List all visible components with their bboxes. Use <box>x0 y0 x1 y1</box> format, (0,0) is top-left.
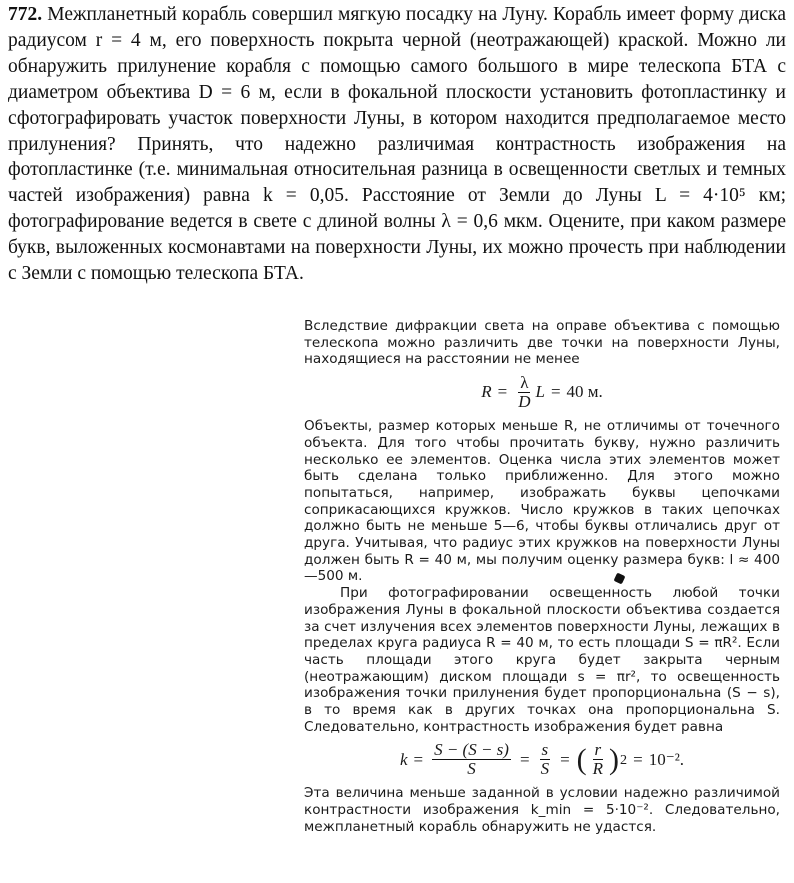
problem-number: 772. <box>8 4 43 25</box>
formula-equals: = <box>560 749 570 769</box>
formula-equals: = <box>413 749 424 769</box>
fraction-numerator: s <box>541 740 549 760</box>
formula-result: 10⁻². <box>648 749 685 769</box>
fraction-area-ratio <box>539 741 552 778</box>
fraction-denominator: S <box>467 759 476 779</box>
solution-paragraph-1: Вследствие дифракции света на оправе объектива с помощью телескопа можно различить две точки на поверхности Луны, находящиеся на расстоянии не менее <box>304 318 780 368</box>
fraction-denominator: D <box>518 392 531 412</box>
formula-distance: L <box>535 382 545 402</box>
formula-equals: = <box>550 382 561 402</box>
fraction-denominator: R <box>592 759 604 779</box>
formula-resolution <box>304 374 780 411</box>
formula-lhs: k <box>399 749 408 769</box>
fraction-lambda-over-d <box>516 374 532 411</box>
left-paren: ( <box>576 742 587 776</box>
solution-paragraph-4: Эта величина меньше заданной в условии надежно различимой контрастности изображения k_min = 5·10⁻². Следовательно, межпланетный корабль обнаружить не удастся. <box>304 785 780 835</box>
formula-result: 40 м. <box>566 382 603 402</box>
problem-statement <box>8 2 786 287</box>
fraction-numerator: r <box>594 740 602 760</box>
problem-text: Межпланетный корабль совершил мягкую посадку на Луну. Корабль имеет форму диска радиусом r = 4 м, его поверхность покрыта черной (неотражающей) краской. Можно ли обнаружить прилунение корабля с помощью самого большого в мире телескопа БТА с диаметром объектива D = 6 м, если в фокальной плоскости установить фотопластинку и сфотографировать участок поверхности Луны, в котором находится предполагаемое место прилунения? Принять, что надежно различимая контрастность изображения на фотопластинке (т.е. минимальная относительная разница в освещенности светлых и темных частей изображения) равна k = 0,05. Расстояние от Земли до Луны L = 4·10⁵ км; фотографирование ведется в свете с длиной волны λ = 0,6 мкм. Оцените, при каком размере букв, выложенных космонавтами на поверхности Луны, их можно прочесть при наблюдении с Земли с помощью телескопа БТА. <box>8 4 787 285</box>
formula-contrast <box>304 741 780 778</box>
problem-paragraph <box>8 2 786 287</box>
solution-paragraph-2: Объекты, размер которых меньше R, не отличимы от точечного объекта. Для того чтобы прочитать букву, нужно различить несколько ее элементов. Оценка числа этих элементов может быть сделана только приближенно. Для этого можно попытаться, например, изображать буквы цепочками соприкасающихся кружков. Число кружков в таких цепочках должно быть не меньше 5—6, чтобы буквы отличались друг от друга. Учитывая, что радиус этих кружков на поверхности Луны должен быть R = 40 м, мы получим оценку размера букв: l ≈ 400—500 м. <box>304 418 780 585</box>
formula-equals: = <box>633 749 643 769</box>
fraction-contrast <box>432 741 511 778</box>
solution <box>304 318 780 836</box>
formula-equals: = <box>497 382 508 402</box>
formula-equals: = <box>519 749 530 769</box>
fraction-numerator: λ <box>520 373 529 393</box>
formula-lhs: R <box>481 382 492 402</box>
right-paren: ) <box>609 742 620 776</box>
fraction-radius-ratio <box>591 741 605 778</box>
fraction-denominator: S <box>540 759 550 779</box>
fraction-numerator: S − (S − s) <box>434 740 509 760</box>
solution-paragraph-3: При фотографировании освещенность любой точки изображения Луны в фокальной плоскости объектива создается за счет излучения всех элементов поверхности Луны, лежащих в пределах круга радиуса R = 40 м, то есть площади S = πR². Если часть площади этого круга будет закрыта черным (неотражающим) диском площади s = πr², то освещенность изображения точки прилунения будет пропорциональна (S − s), в то время как в других точках она пропорциональна S. Следовательно, контрастность изображения будет равна <box>304 585 780 735</box>
exponent: 2 <box>620 751 628 768</box>
